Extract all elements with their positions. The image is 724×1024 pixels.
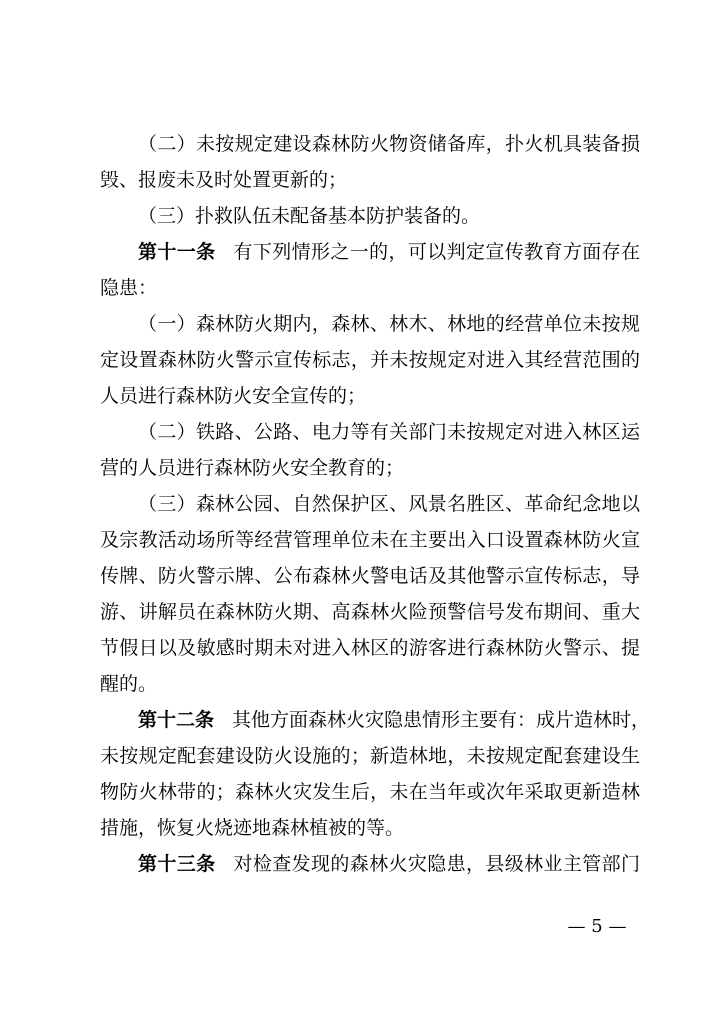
text-line: 毁、报废未及时处置更新的； [100,169,348,191]
text-line: 传牌、防火警示牌、公布森林火警电话及其他警示宣传标志，导 [100,565,640,587]
text-line: 营的人员进行森林防火安全教育的； [100,457,405,479]
article-number: 第十二条 [138,709,215,731]
body-text [100,126,651,882]
article-heading-line: 第十二条 其他方面森林火灾隐患情形主要有：成片造林时， [138,709,651,731]
text-line: 物防火林带的；森林火灾发生后，未在当年或次年采取更新造林 [100,781,640,803]
page-number: — 5 — [567,916,627,937]
text-line: 醒的。 [100,673,158,695]
text-line: 定设置森林防火警示宣传标志，并未按规定对进入其经营范围的 [100,349,640,371]
text-line: （三）森林公园、自然保护区、风景名胜区、革命纪念地以 [138,493,640,515]
text-line: （二）未按规定建设森林防火物资储备库，扑火机具装备损 [138,133,640,155]
text-line: （二）铁路、公路、电力等有关部门未按规定对进入林区运 [138,421,640,443]
article-number: 第十三条 [138,853,216,875]
text-line: 及宗教活动场所等经营管理单位未在主要出入口设置森林防火宣 [100,529,640,551]
article-heading-line: 第十三条 对检查发现的森林火灾隐患，县级林业主管部门 [138,853,640,875]
text-line: （一）森林防火期内，森林、林木、林地的经营单位未按规 [138,313,640,335]
article-heading-line: 第十一条 有下列情形之一的，可以判定宣传教育方面存在 [138,241,640,263]
text-line: 人员进行森林防火安全宣传的； [100,385,367,407]
text-line: （三）扑救队伍未配备基本防护装备的。 [138,205,481,227]
text-line: 措施，恢复火烧迹地森林植被的等。 [100,817,405,839]
text-line: 未按规定配套建设防火设施的；新造林地，未按规定配套建设生 [100,745,640,767]
article-number: 第十一条 [138,241,216,263]
text-line: 游、讲解员在森林防火期、高森林火险预警信号发布期间、重大 [100,601,640,623]
text-line: 节假日以及敏感时期未对进入林区的游客进行森林防火警示、提 [100,637,640,659]
text-line: 隐患： [100,277,158,299]
